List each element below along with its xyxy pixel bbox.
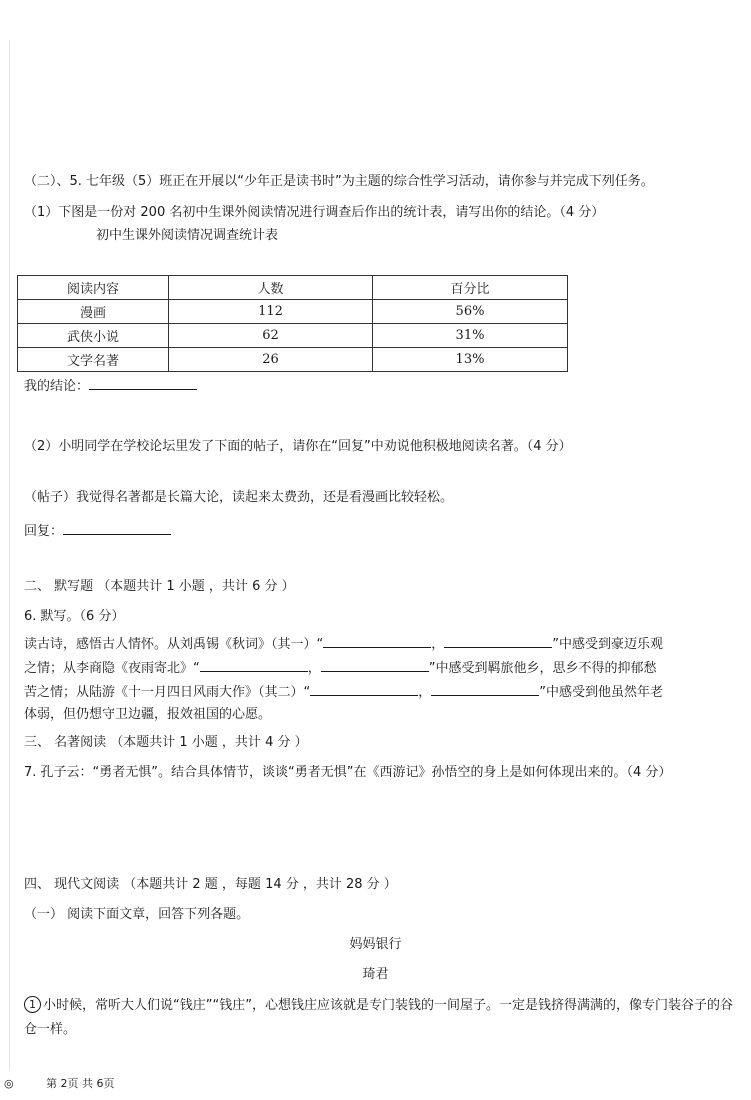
dictation-text: ”中感受到豪迈乐观 <box>552 637 664 652</box>
table-cell: 56% <box>373 300 568 324</box>
table-cell: 武侠小说 <box>18 324 169 348</box>
conclusion-line <box>24 375 733 397</box>
comma: ， <box>418 685 432 700</box>
paragraph-text: 小时候，常听大人们说“钱庄”“钱庄”，心想钱庄应该就是专门装钱的一间屋子。一定是钱挤得满满的，像专门装谷子的谷仓一样。 <box>24 998 733 1037</box>
comma: ， <box>431 637 445 652</box>
conclusion-blank[interactable] <box>89 375 197 390</box>
table-title: 初中生课外阅读情况调查统计表 <box>96 228 279 243</box>
dictation-heading: 二、 默写题 （本题共计 1 小题 ，共计 6 分 ） <box>24 579 295 594</box>
dictation-text: ”中感受到羁旅他乡，思乡不得的抑郁愁 <box>428 661 657 676</box>
question-7: 7. 孔子云：“勇者无惧”。结合具体情节，谈谈“勇者无惧”在《西游记》孙悟空的身上是如何体现出来的。（4 分） <box>24 765 672 780</box>
modern-reading-sub: （一） 阅读下面文章，回答下列各题。 <box>24 907 250 922</box>
forum-post: （帖子）我觉得名著都是长篇大论，读起来太费劲，还是看漫画比较轻松。 <box>24 490 454 505</box>
article-title: 妈妈银行 <box>349 937 402 952</box>
dictation-blank-1[interactable] <box>323 633 431 648</box>
table-cell: 13% <box>373 348 568 372</box>
table-cell: 31% <box>373 324 568 348</box>
question-2: （2）小明同学在学校论坛里发了下面的帖子，请你在“回复”中劝说他积极地阅读名著。（4 分） <box>24 439 572 454</box>
reply-label: 回复： <box>24 524 64 539</box>
table-cell: 62 <box>169 324 373 348</box>
classics-heading: 三、 名著阅读 （本题共计 1 小题 ，共计 4 分 ） <box>24 735 308 750</box>
reply-line <box>24 520 733 542</box>
dictation-text: 之情；从李商隐《夜雨寄北》“ <box>24 661 200 676</box>
copyright-icon: ◎ <box>4 1077 14 1090</box>
section-intro: （二）、5. 七年级（5）班正在开展以“少年正是读书时”为主题的综合性学习活动，请你参与并完成下列任务。 <box>24 174 654 189</box>
table-header-cell: 阅读内容 <box>18 276 169 300</box>
article-author: 琦君 <box>362 967 389 982</box>
dictation-line-4: 体弱，但仍想守卫边疆，报效祖国的心愿。 <box>24 707 272 722</box>
dictation-blank-3[interactable] <box>200 657 308 672</box>
dictation-blank-4[interactable] <box>321 657 429 672</box>
dictation-text: 苦之情；从陆游《十一月四日风雨大作》（其二）“ <box>24 685 311 700</box>
question-1: （1）下图是一份对 200 名初中生课外阅读情况进行调查后作出的统计表，请写出你的结论。（4 分） <box>24 205 605 220</box>
dictation-blank-2[interactable] <box>444 633 552 648</box>
comma: ， <box>307 661 321 676</box>
page-margin-rule <box>9 40 10 1070</box>
table-row <box>18 348 568 372</box>
dictation-text: 读古诗，感悟古人情怀。从刘禹锡《秋词》（其一）“ <box>24 637 324 652</box>
dictation-blank-5[interactable] <box>310 681 418 696</box>
table-cell: 文学名著 <box>18 348 169 372</box>
paragraph-number: 1 <box>24 996 41 1013</box>
page-number: 第 2页 共 6页 <box>46 1077 115 1090</box>
survey-table <box>17 275 568 372</box>
table-row <box>18 324 568 348</box>
table-header-cell: 百分比 <box>373 276 568 300</box>
dictation-blank-6[interactable] <box>431 681 539 696</box>
table-header-cell: 人数 <box>169 276 373 300</box>
question-6: 6. 默写。（6 分） <box>24 609 125 624</box>
table-header-row <box>18 276 568 300</box>
dictation-line-1 <box>24 633 733 655</box>
dictation-line-2 <box>24 657 733 679</box>
table-cell: 漫画 <box>18 300 169 324</box>
reply-blank[interactable] <box>63 520 171 535</box>
article-paragraph-1 <box>24 994 733 1042</box>
conclusion-label: 我的结论： <box>24 379 90 394</box>
table-cell: 26 <box>169 348 373 372</box>
modern-reading-heading: 四、 现代文阅读 （本题共计 2 题 ，每题 14 分 ，共计 28 分 ） <box>24 877 397 892</box>
table-cell: 112 <box>169 300 373 324</box>
table-row <box>18 300 568 324</box>
dictation-line-3 <box>24 681 733 703</box>
dictation-text: ”中感受到他虽然年老 <box>539 685 664 700</box>
